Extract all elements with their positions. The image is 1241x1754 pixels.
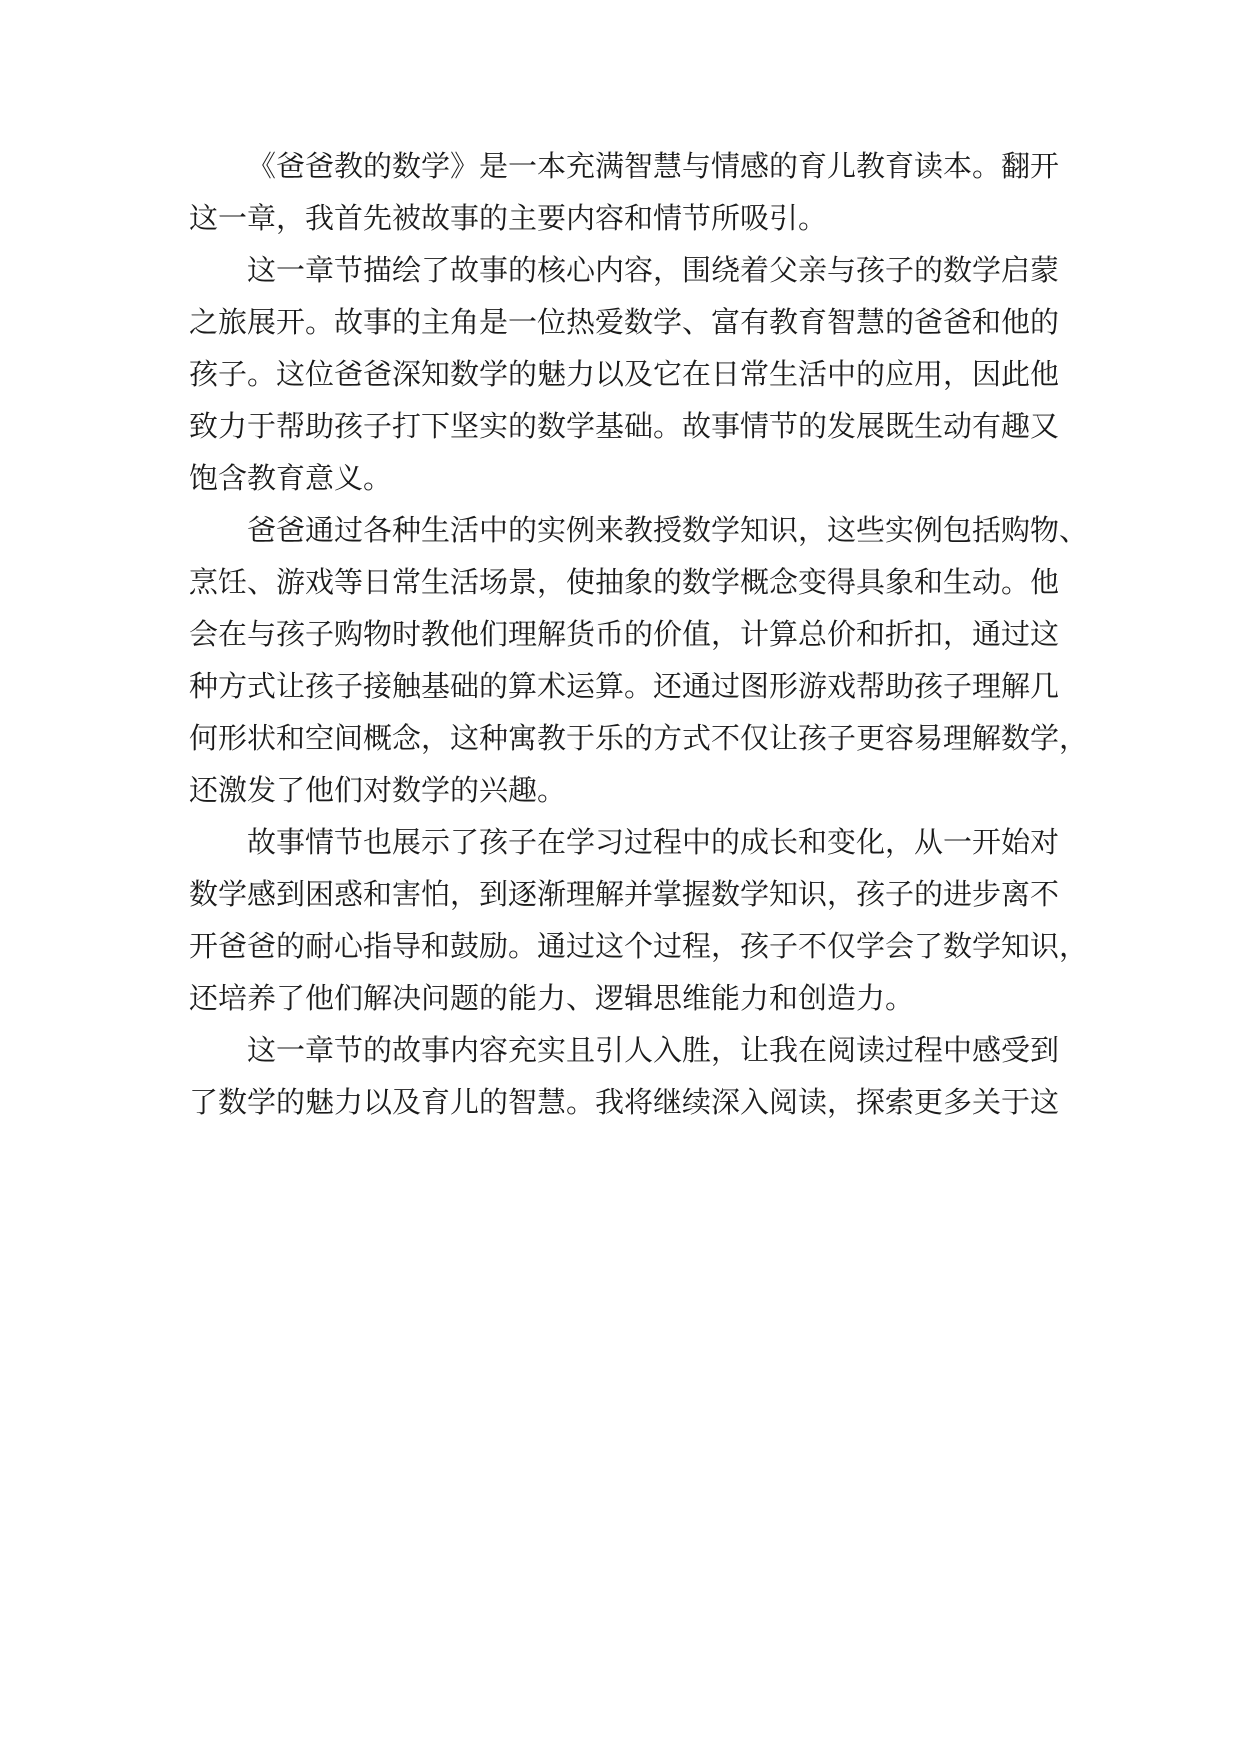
text-line: 数学感到困惑和害怕，到逐渐理解并掌握数学知识，孩子的进步离不 (189, 877, 1060, 911)
paragraph-4 (189, 816, 1089, 1024)
paragraph-5 (189, 1024, 1059, 1128)
text-line: 致力于帮助孩子打下坚实的数学基础。故事情节的发展既生动有趣又 (189, 409, 1060, 443)
text-line: 了数学的魅力以及育儿的智慧。我将继续深入阅读，探索更多关于这 (189, 1085, 1060, 1119)
text-line: 还激发了他们对数学的兴趣。 (189, 773, 567, 807)
text-line: 种方式让孩子接触基础的算术运算。还通过图形游戏帮助孩子理解几 (189, 669, 1060, 703)
text-line: 还培养了他们解决问题的能力、逻辑思维能力和创造力。 (189, 981, 915, 1015)
text-line: 爸爸通过各种生活中的实例来教授数学知识，这些实例包括购物、 (247, 513, 1089, 547)
text-line: 《爸爸教的数学》是一本充满智慧与情感的育儿教育读本。翻开 (247, 149, 1060, 183)
text-line: 何形状和空间概念，这种寓教于乐的方式不仅让孩子更容易理解数学， (189, 721, 1089, 755)
paragraph-1 (189, 140, 1059, 244)
paragraph-2 (189, 244, 1059, 504)
text-line: 之旅展开。故事的主角是一位热爱数学、富有教育智慧的爸爸和他的 (189, 305, 1060, 339)
text-line: 开爸爸的耐心指导和鼓励。通过这个过程，孩子不仅学会了数学知识， (189, 929, 1089, 963)
document-body (189, 140, 1089, 1128)
text-line: 饱含教育意义。 (189, 461, 393, 495)
text-line: 烹饪、游戏等日常生活场景，使抽象的数学概念变得具象和生动。他 (189, 565, 1060, 599)
text-line: 这一章节描绘了故事的核心内容，围绕着父亲与孩子的数学启蒙 (247, 253, 1060, 287)
text-line: 这一章节的故事内容充实且引人入胜，让我在阅读过程中感受到 (247, 1033, 1060, 1067)
text-line: 这一章，我首先被故事的主要内容和情节所吸引。 (189, 201, 828, 235)
text-line: 会在与孩子购物时教他们理解货币的价值，计算总价和折扣，通过这 (189, 617, 1060, 651)
text-line: 故事情节也展示了孩子在学习过程中的成长和变化，从一开始对 (247, 825, 1060, 859)
text-line: 孩子。这位爸爸深知数学的魅力以及它在日常生活中的应用，因此他 (189, 357, 1060, 391)
paragraph-3 (189, 504, 1089, 816)
